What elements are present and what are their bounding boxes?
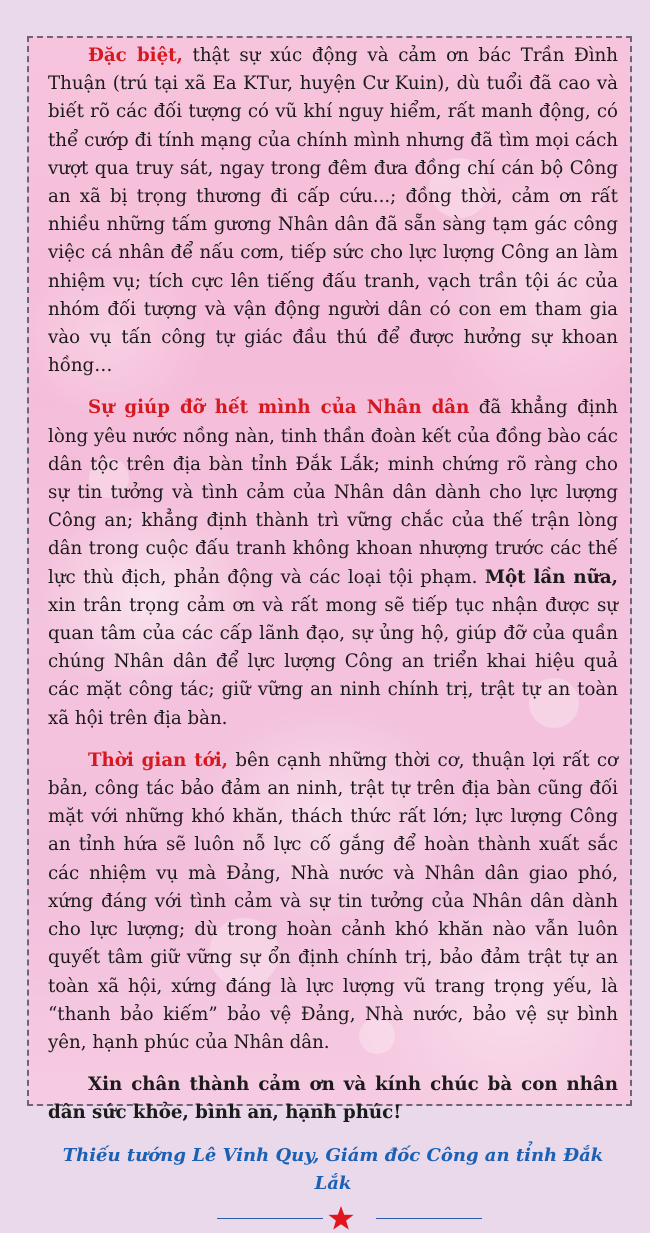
paragraph-lead: Sự giúp đỡ hết mình của Nhân dân bbox=[88, 397, 470, 419]
paragraph-lead: Thời gian tới, bbox=[88, 749, 228, 771]
divider-line-left bbox=[217, 1218, 323, 1219]
paragraph-emphasis: Một lần nữa, bbox=[484, 566, 618, 588]
paragraph-support bbox=[48, 394, 618, 732]
paragraph-text: đã khẳng định lòng yêu nước nồng nàn, tinh thần đoàn kết của đồng bào các dân tộc trên địa bàn tỉnh Đắk Lắk; minh chứng rõ ràng cho sự tin tưởng và tình cảm của Nhân dân dành cho lực lượng Công an; khẳng định thành trì vững chắc của thế trận lòng dân trong cuộc đấu tranh không khoan nhượng trước các thế lực thù địch, phản động và các loại tội phạm. bbox=[48, 397, 618, 588]
paragraph-thanks bbox=[48, 42, 618, 380]
ornament-divider bbox=[48, 1202, 618, 1232]
signature: Thiếu tướng Lê Vinh Quy, Giám đốc Công an tỉnh Đắk Lắk bbox=[62, 1144, 604, 1194]
letter-frame bbox=[27, 36, 632, 1194]
star-icon bbox=[326, 1203, 356, 1233]
divider-line-right bbox=[376, 1218, 482, 1219]
paragraph-text: bên cạnh những thời cơ, thuận lợi rất cơ bản, công tác bảo đảm an ninh, trật tự trên địa bàn cũng đối mặt với những khó khăn, thách thức rất lớn; lực lượng Công an tỉnh hứa sẽ luôn nỗ lực cố gắng để hoàn thành xuất sắc các nhiệm vụ mà Đảng, Nhà nước và Nhân dân giao phó, xứng đáng với tình cảm và sự tin tưởng của Nhân dân dành cho lực lượng; dù trong hoàn cảnh khó khăn nào vẫn luôn quyết tâm giữ vững sự ổn định chính trị, bảo đảm trật tự an toàn xã hội, xứng đáng là lực lượng vũ trang trọng yếu, là “thanh bảo kiếm” bảo vệ Đảng, Nhà nước, bảo vệ sự bình yên, hạnh phúc của Nhân dân. bbox=[48, 749, 618, 1053]
letter-body bbox=[48, 42, 618, 1232]
paragraph-lead: Đặc biệt, bbox=[88, 45, 183, 66]
paragraph-text: xin trân trọng cảm ơn và rất mong sẽ tiếp tục nhận được sự quan tâm của các cấp lãnh đạo, sự ủng hộ, giúp đỡ của quần chúng Nhân dân để lực lượng Công an triển khai hiệu quả các mặt công tác; giữ vững an ninh chính trị, trật tự an toàn xã hội trên địa bàn. bbox=[48, 594, 618, 729]
closing-wish: Xin chân thành cảm ơn và kính chúc bà con nhân dân sức khỏe, bình an, hạnh phúc! bbox=[48, 1074, 618, 1124]
paragraph-text: thật sự xúc động và cảm ơn bác Trần Đình Thuận (trú tại xã Ea KTur, huyện Cư Kuin), dù tuổi đã cao và biết rõ các đối tượng có vũ khí nguy hiểm, rất manh động, có thể cướp đi tính mạng của chính mình nhưng đã tìm mọi cách vượt qua truy sát, ngay trong đêm đưa đồng chí cán bộ Công an xã bị trọng thương đi cấp cứu...; đồng thời, cảm ơn rất nhiều những tấm gương Nhân dân đã sẵn sàng tạm gác công việc cá nhân để nấu cơm, tiếp sức cho lực lượng Công an làm nhiệm vụ; tích cực lên tiếng đấu tranh, vạch trần tội ác của nhóm đối tượng và vận động người dân có con em tham gia vào vụ tấn công tự giác đầu thú để được hưởng sự khoan hồng… bbox=[48, 45, 618, 377]
paragraph-future bbox=[48, 747, 618, 1057]
